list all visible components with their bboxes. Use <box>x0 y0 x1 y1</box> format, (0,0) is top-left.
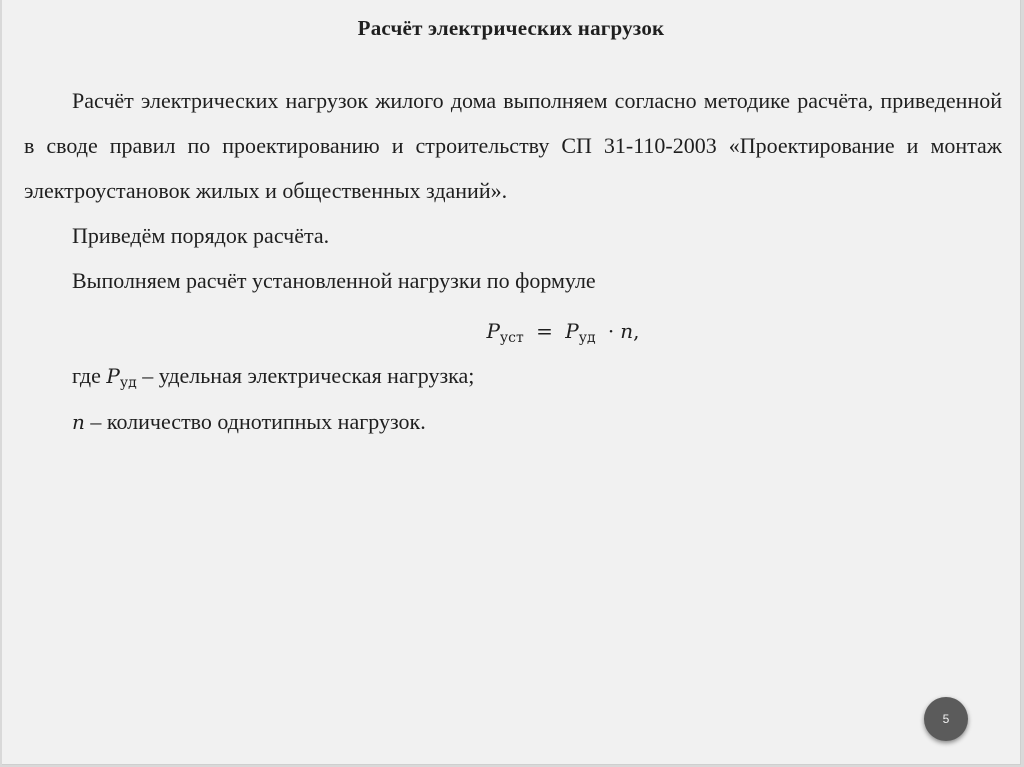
definition-symbol: $P_{уд}$ <box>106 364 137 391</box>
definition-text: – удельная электрическая нагрузка; <box>136 363 475 388</box>
formula-multiply: · <box>607 319 615 343</box>
definition-prefix: где <box>72 363 107 388</box>
slide-title: Расчёт электрических нагрузок <box>357 16 665 40</box>
definition-n-symbol: n <box>72 410 85 434</box>
installed-load-formula <box>24 309 1002 353</box>
order-paragraph: Приведём порядок расчёта. <box>72 223 330 248</box>
page-number-badge: 5 <box>924 697 968 741</box>
slide <box>2 0 1021 765</box>
formula-end: , <box>633 319 640 343</box>
formula-intro-paragraph: Выполняем расчёт установленной нагрузки по формуле <box>72 268 596 293</box>
definition-load-count <box>24 399 1002 445</box>
formula-factor: n <box>620 319 634 343</box>
formula-lhs-subscript: уст <box>499 330 524 346</box>
formula-lhs-symbol: P <box>486 319 500 343</box>
slide-body <box>24 78 1002 445</box>
definition-specific-load <box>24 353 1002 399</box>
formula-rhs-symbol: P <box>565 319 579 343</box>
formula-rhs-subscript: уд <box>578 330 596 346</box>
formula-equals: = <box>536 319 553 343</box>
intro-paragraph: Расчёт электрических нагрузок жилого дома выполняем согласно методике расчёта, приведенной в своде правил по проектированию и строительству СП 31-110-2003 «Проектирование и монтаж электроустановок жилых и общественных зданий». <box>24 88 1002 203</box>
definition-n-text: – количество однотипных нагрузок. <box>84 409 426 434</box>
